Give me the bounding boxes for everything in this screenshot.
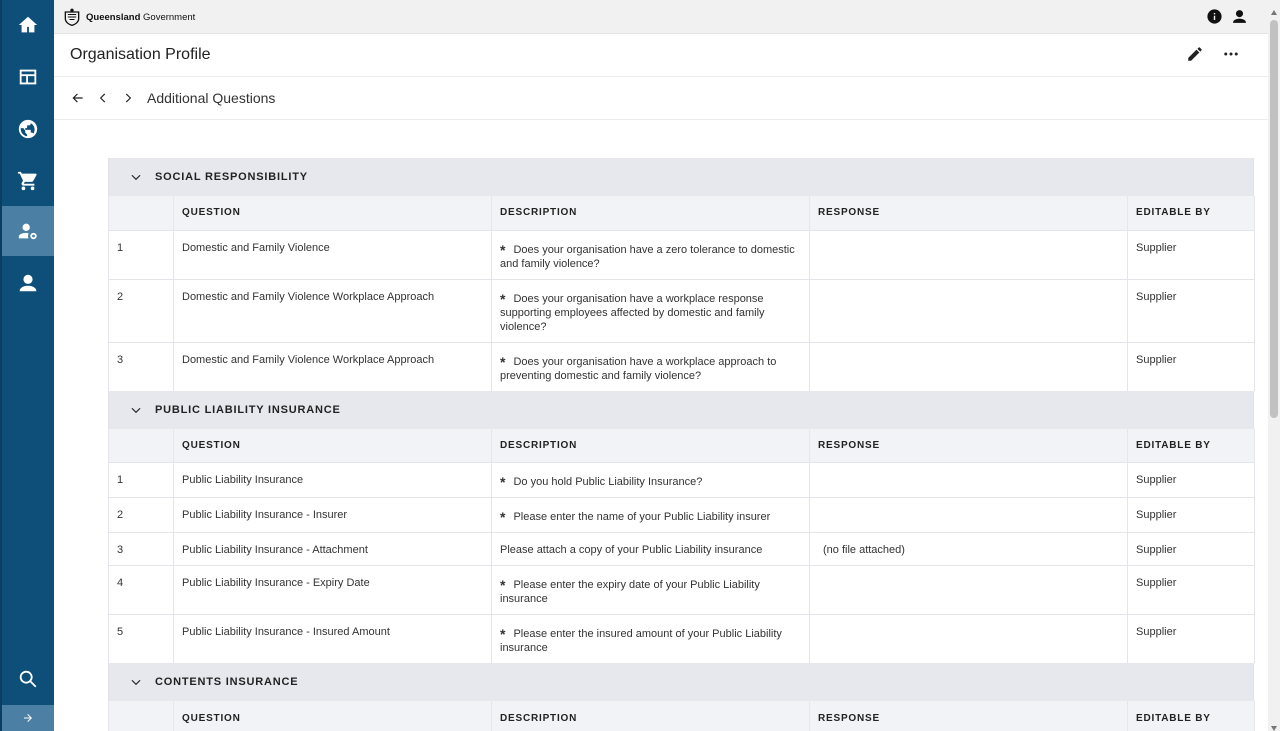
row-number: 2 [109,279,174,342]
question-cell: Domestic and Family Violence [174,230,492,279]
triangle-down-icon [1270,724,1278,731]
header-divider [54,76,1268,77]
required-asterisk: * [500,509,506,525]
table-row[interactable] [109,615,1255,664]
sidebar-item-organisation[interactable] [2,206,54,256]
breadcrumb-divider [54,119,1268,120]
question-cell: Public Liability Insurance [174,463,492,498]
row-number: 3 [109,342,174,391]
page-title: Organisation Profile [70,46,211,63]
required-asterisk: * [500,626,506,642]
globe-icon [17,118,39,140]
questions-table [108,701,1255,731]
section-title: CONTENTS INSURANCE [155,676,299,688]
top-bar [54,0,1268,34]
editable-by-cell: Supplier [1128,498,1255,533]
triangle-up-icon [1270,9,1278,17]
queensland-government-logo[interactable] [62,7,195,27]
column-header-question[interactable]: QUESTION [174,196,492,230]
table-header-row [109,701,1255,731]
back-button[interactable] [70,88,86,108]
column-header-number [109,429,174,463]
description-cell [492,566,810,615]
response-cell[interactable]: (no file attached) [810,533,1128,566]
description-cell [492,498,810,533]
sidebar-item-home[interactable] [2,0,54,50]
response-cell[interactable] [810,566,1128,615]
table-row[interactable] [109,566,1255,615]
questions-table [108,429,1255,664]
column-header-response[interactable]: RESPONSE [810,196,1128,230]
chevron-down-icon[interactable] [129,403,143,417]
sidebar-item-cart[interactable] [2,156,54,206]
column-header-number [109,701,174,731]
column-header-response[interactable]: RESPONSE [810,429,1128,463]
sidebar-item-user[interactable] [2,258,54,308]
user-icon[interactable] [1231,8,1248,25]
next-button[interactable] [120,88,136,108]
table-header-row [109,196,1255,230]
dashboard-icon [17,66,39,88]
pencil-icon[interactable] [1186,45,1204,63]
editable-by-cell: Supplier [1128,566,1255,615]
description-cell [492,230,810,279]
column-header-editable-by[interactable]: EDITABLE BY [1128,429,1255,463]
editable-by-cell: Supplier [1128,279,1255,342]
search-icon [17,668,39,690]
response-cell[interactable] [810,342,1128,391]
table-row[interactable] [109,279,1255,342]
row-number: 3 [109,533,174,566]
scroll-thumb[interactable] [1270,20,1278,418]
table-row[interactable] [109,533,1255,566]
questions-table [108,196,1255,391]
response-cell[interactable] [810,615,1128,664]
sidebar-search[interactable] [2,654,54,704]
crest-icon [62,7,82,27]
arrow-right-icon [22,712,34,724]
table-row[interactable] [109,498,1255,533]
description-cell [492,342,810,391]
sidebar [0,0,54,731]
row-number: 5 [109,615,174,664]
breadcrumb-label: Additional Questions [147,90,276,106]
description-cell [492,279,810,342]
chevron-left-icon [96,91,110,105]
question-cell: Domestic and Family Violence Workplace Approach [174,279,492,342]
required-asterisk: * [500,241,506,258]
response-cell[interactable] [810,230,1128,279]
description-cell [492,463,810,498]
column-header-description[interactable]: DESCRIPTION [492,701,810,731]
chevron-down-icon[interactable] [129,675,143,689]
table-header-row [109,429,1255,463]
column-header-editable-by[interactable]: EDITABLE BY [1128,196,1255,230]
arrow-left-icon [71,91,85,105]
info-icon[interactable] [1206,8,1223,25]
user-icon [17,272,39,294]
editable-by-cell: Supplier [1128,533,1255,566]
description-cell [492,615,810,664]
description-text: Does your organisation have a zero tolerance to domestic and family violence? [500,243,795,270]
response-cell[interactable] [810,279,1128,342]
column-header-editable-by[interactable]: EDITABLE BY [1128,701,1255,731]
user-settings-icon [17,220,39,242]
column-header-description[interactable]: DESCRIPTION [492,429,810,463]
column-header-description[interactable]: DESCRIPTION [492,196,810,230]
more-horizontal-icon[interactable] [1222,45,1240,63]
question-cell: Public Liability Insurance - Expiry Date [174,566,492,615]
column-header-question[interactable]: QUESTION [174,701,492,731]
sidebar-expand-button[interactable] [2,705,54,731]
editable-by-cell: Supplier [1128,342,1255,391]
editable-by-cell: Supplier [1128,463,1255,498]
row-number: 1 [109,463,174,498]
row-number: 2 [109,498,174,533]
editable-by-cell: Supplier [1128,615,1255,664]
scrollbar[interactable] [1268,0,1280,731]
table-row[interactable] [109,463,1255,498]
sidebar-item-globe[interactable] [2,104,54,154]
editable-by-cell: Supplier [1128,230,1255,279]
description-cell [492,533,810,566]
section-header[interactable] [108,391,1254,429]
row-number: 4 [109,566,174,615]
cart-icon [17,170,39,192]
description-text: Does your organisation have a workplace response supporting employees affected by domestic and family violence? [500,292,765,333]
section-header[interactable] [108,158,1254,196]
description-text: Please attach a copy of your Public Liability insurance [500,544,763,556]
chevron-right-icon [121,91,135,105]
questions-container [108,158,1254,731]
row-number: 1 [109,230,174,279]
question-cell: Public Liability Insurance - Insured Amount [174,615,492,664]
column-header-question[interactable]: QUESTION [174,429,492,463]
scroll-up-arrow[interactable] [1270,4,1278,12]
description-text: Please enter the name of your Public Liability insurer [513,511,771,523]
column-header-response[interactable]: RESPONSE [810,701,1128,731]
chevron-down-icon[interactable] [129,170,143,184]
required-asterisk: * [500,577,506,593]
logo-text: Queensland Government [86,11,196,23]
table-row[interactable] [109,230,1255,279]
question-cell: Domestic and Family Violence Workplace Approach [174,342,492,391]
section-title: PUBLIC LIABILITY INSURANCE [155,403,341,416]
section-header[interactable] [108,663,1254,701]
description-text: Do you hold Public Liability Insurance? [513,476,703,488]
sidebar-item-dashboard[interactable] [2,52,54,102]
description-text: Please enter the insured amount of your Public Liability insurance [500,628,782,654]
scroll-down-arrow[interactable] [1270,719,1278,727]
required-asterisk: * [500,353,506,370]
table-row[interactable] [109,342,1255,391]
question-cell: Public Liability Insurance - Attachment [174,533,492,566]
breadcrumb [70,88,275,108]
previous-button[interactable] [95,88,111,108]
required-asterisk: * [500,474,506,490]
description-text: Does your organisation have a workplace approach to preventing domestic and family violence? [500,355,777,382]
description-text: Please enter the expiry date of your Public Liability insurance [500,579,760,605]
column-header-number [109,196,174,230]
response-cell[interactable] [810,463,1128,498]
home-icon [17,14,39,36]
required-asterisk: * [500,290,506,307]
section-title: SOCIAL RESPONSIBILITY [155,171,308,183]
response-cell[interactable] [810,498,1128,533]
question-cell: Public Liability Insurance - Insurer [174,498,492,533]
